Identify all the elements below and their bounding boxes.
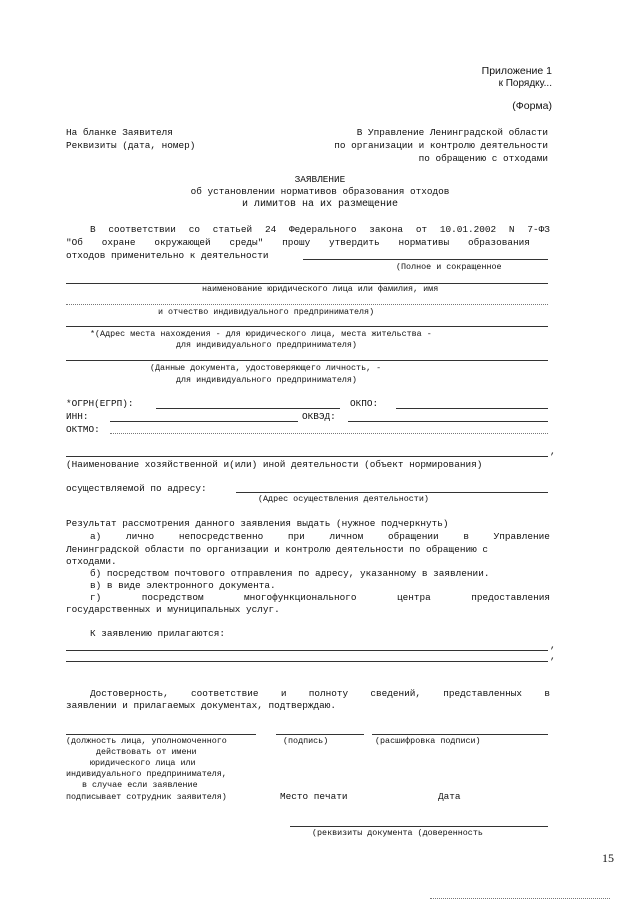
result-option-v[interactable]: в) в виде электронного документа. bbox=[90, 580, 276, 591]
attachments-comma-2: , bbox=[550, 651, 556, 662]
form-label: (Форма) bbox=[512, 100, 552, 112]
caption-position-6: подписывает сотрудник заявителя) bbox=[66, 792, 227, 802]
recipient-line-3: по обращению с отходами bbox=[418, 153, 548, 164]
caption-address-1: *(Адрес места нахождения - для юридического лица, места жительства - bbox=[90, 329, 432, 339]
document-title: ЗАЯВЛЕНИЕ bbox=[294, 174, 346, 185]
doc-details-field[interactable] bbox=[290, 826, 548, 827]
name-field-line-2[interactable] bbox=[66, 304, 548, 305]
ogrn-label: *ОГРН(ЕГРП): bbox=[66, 398, 134, 409]
date-label: Дата bbox=[438, 791, 461, 802]
okpo-field[interactable] bbox=[396, 408, 548, 409]
activity-field-line[interactable] bbox=[303, 259, 548, 260]
caption-position-2: действовать от имени bbox=[96, 747, 197, 757]
activity-comma: , bbox=[550, 446, 556, 457]
letterhead-note: На бланке Заявителя bbox=[66, 127, 173, 138]
ogrn-field[interactable] bbox=[156, 408, 340, 409]
okpo-label: ОКПО: bbox=[350, 398, 379, 409]
caption-activity: (Наименование хозяйственной и(или) иной деятельности (объект нормирования) bbox=[66, 459, 483, 470]
oktmo-label: ОКТМО: bbox=[66, 424, 100, 435]
position-field[interactable] bbox=[66, 734, 256, 735]
activity-address-field[interactable] bbox=[236, 492, 548, 493]
caption-full-name-3: и отчество индивидуального предпринимателя) bbox=[158, 307, 375, 317]
caption-position-1: (должность лица, уполномоченного bbox=[66, 736, 227, 746]
annex-title: Приложение 1 bbox=[481, 65, 552, 77]
recipient-line-2: по организации и контролю деятельности bbox=[334, 140, 548, 151]
result-option-b[interactable]: б) посредством почтового отправления по адресу, указанному в заявлении. bbox=[90, 568, 490, 579]
requisites-note: Реквизиты (дата, номер) bbox=[66, 140, 196, 151]
result-option-a-line-3: отходами. bbox=[66, 556, 117, 567]
caption-signature-decode: (расшифровка подписи) bbox=[375, 736, 481, 746]
signature-field[interactable] bbox=[276, 734, 364, 735]
caption-signature: (подпись) bbox=[283, 736, 329, 746]
footer-rule bbox=[430, 898, 610, 899]
caption-doc-details: (реквизиты документа (доверенность bbox=[312, 828, 483, 838]
attachments-field-2[interactable] bbox=[66, 661, 548, 662]
activity-address-label: осуществляемой по адресу: bbox=[66, 483, 207, 494]
address-field-line[interactable] bbox=[66, 326, 548, 327]
result-option-g-line-2: государственных и муниципальных услуг. bbox=[66, 604, 280, 615]
result-option-g[interactable]: г) посредством многофункционального центра предоставления bbox=[90, 592, 550, 603]
result-option-a-line-2: Ленинградской области по организации и контролю деятельности по обращению с bbox=[66, 544, 488, 555]
document-subtitle-1: об установлении нормативов образования отходов bbox=[190, 186, 450, 197]
result-option-a[interactable]: а) лично непосредственно при личном обращении в Управление bbox=[90, 531, 550, 542]
confirm-line-2: заявлении и прилагаемых документах, подтверждаю. bbox=[66, 700, 337, 711]
recipient-line-1: В Управление Ленинградской области bbox=[356, 127, 548, 138]
caption-position-4: индивидуального предпринимателя, bbox=[66, 769, 227, 779]
attachments-label: К заявлению прилагаются: bbox=[90, 628, 226, 639]
caption-address-2: для индивидуального предпринимателя) bbox=[176, 340, 357, 350]
signature-decode-field[interactable] bbox=[372, 734, 548, 735]
document-subtitle-2: и лимитов на их размещение bbox=[241, 199, 399, 210]
caption-full-name-1: (Полное и сокращенное bbox=[396, 262, 502, 272]
confirm-line-1: Достоверность, соответствие и полноту сведений, представленных в bbox=[90, 688, 550, 699]
inn-field[interactable] bbox=[110, 421, 298, 422]
annex-reference: к Порядку... bbox=[498, 78, 552, 89]
caption-position-3: юридического лица или bbox=[90, 758, 196, 768]
caption-id-doc-2: для индивидуального предпринимателя) bbox=[176, 375, 357, 385]
body-line-2: "Об охране окружающей среды" прошу утвердить нормативы образования bbox=[66, 237, 530, 248]
result-intro: Результат рассмотрения данного заявления выдать (нужное подчеркнуть) bbox=[66, 518, 449, 529]
caption-activity-address: (Адрес осуществления деятельности) bbox=[258, 494, 429, 504]
okved-field[interactable] bbox=[348, 421, 548, 422]
stamp-place: Место печати bbox=[280, 791, 348, 802]
activity-name-field[interactable] bbox=[66, 456, 548, 457]
caption-id-doc-1: (Данные документа, удостоверяющего личность, - bbox=[150, 363, 382, 373]
page-number: 15 bbox=[602, 851, 614, 865]
body-line-1: В соответствии со статьей 24 Федерального закона от 10.01.2002 N 7-ФЗ bbox=[90, 224, 550, 235]
attachments-field-1[interactable] bbox=[66, 650, 548, 651]
okved-label: ОКВЭД: bbox=[302, 411, 336, 422]
inn-label: ИНН: bbox=[66, 411, 89, 422]
attachments-comma-1: , bbox=[550, 640, 556, 651]
caption-full-name-2: наименование юридического лица или фамилия, имя bbox=[202, 284, 439, 294]
id-doc-field-line[interactable] bbox=[66, 360, 548, 361]
body-line-3: отходов применительно к деятельности bbox=[66, 250, 269, 261]
oktmo-field[interactable] bbox=[110, 433, 548, 434]
caption-position-5: в случае если заявление bbox=[82, 780, 198, 790]
